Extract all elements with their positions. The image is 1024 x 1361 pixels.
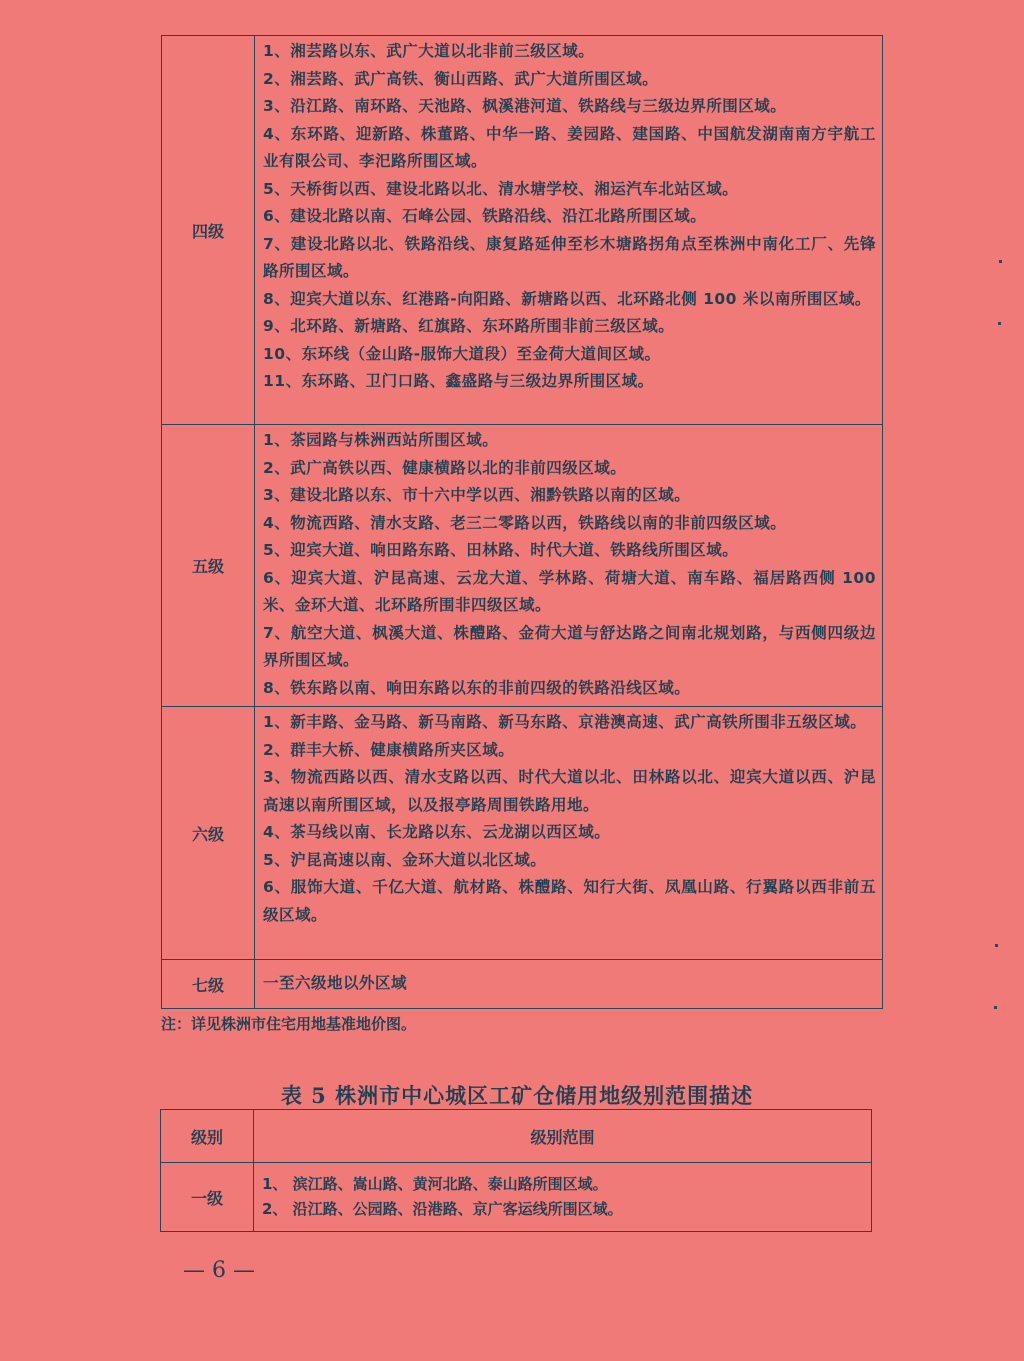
header-level: 级别 <box>161 1110 254 1163</box>
range-cell <box>255 425 883 707</box>
page-number: — 6 — <box>183 1258 255 1283</box>
range-line: 6、迎宾大道、沪昆高速、云龙大道、学林路、荷塘大道、南车路、福居路西侧 100 米、金环大道、北环路所围非四级区域。 <box>263 568 876 614</box>
table-row <box>161 1163 872 1232</box>
range-line: 3、建设北路以东、市十六中学以西、湘黔铁路以南的区域。 <box>263 486 691 504</box>
range-line: 一至六级地以外区域 <box>263 974 408 993</box>
range-line: 2、湘芸路、武广高铁、衡山西路、武广大道所围区域。 <box>263 69 659 88</box>
range-line: 3、物流西路以西、清水支路以西、时代大道以北、田林路以北、迎宾大道以西、沪昆高速以南所围区域，以及报亭路周围铁路用地。 <box>263 768 876 814</box>
header-range: 级别范围 <box>254 1110 872 1163</box>
range-line: 1、 滨江路、嵩山路、黄河北路、泰山路所围区域。 <box>262 1175 608 1193</box>
range-line: 4、物流西路、清水支路、老三二零路以西，铁路线以南的非前四级区域。 <box>263 513 787 532</box>
range-line: 10、东环线（金山路-服饰大道段）至金荷大道间区域。 <box>263 344 661 363</box>
range-line: 6、服饰大道、千亿大道、航材路、株醴路、知行大街、凤凰山路、行翼路以西非前五级区域。 <box>263 878 876 924</box>
range-line: 1、茶园路与株洲西站所围区域。 <box>263 431 499 449</box>
table5-title: 表 5 株洲市中心城区工矿仓储用地级别范围描述 <box>280 1083 754 1108</box>
range-line: 5、迎宾大道、响田路东路、田林路、时代大道、铁路线所围区域。 <box>263 541 739 559</box>
range-cell <box>255 960 883 1009</box>
range-line: 9、北环路、新塘路、红旗路、东环路所围非前三级区域。 <box>263 317 675 335</box>
level-cell: 七级 <box>162 960 255 1009</box>
range-line: 7、航空大道、枫溪大道、株醴路、金荷大道与舒达路之间南北规划路，与西侧四级边界所围区域。 <box>263 623 876 669</box>
table-row <box>162 425 883 707</box>
range-cell <box>255 36 883 425</box>
range-line: 2、群丰大桥、健康横路所夹区域。 <box>263 740 515 759</box>
table-header-row <box>161 1110 872 1163</box>
level-cell: 六级 <box>162 707 255 960</box>
level-cell: 四级 <box>162 36 255 425</box>
range-line: 6、建设北路以南、石峰公园、铁路沿线、沿江北路所围区域。 <box>263 207 707 225</box>
level-cell: 一级 <box>161 1163 254 1232</box>
range-cell <box>255 707 883 960</box>
range-cell <box>254 1163 872 1232</box>
scan-speck <box>994 1006 997 1009</box>
level-cell: 五级 <box>162 425 255 707</box>
range-line: 5、沪昆高速以南、金环大道以北区域。 <box>263 850 547 869</box>
range-line: 2、武广高铁以西、健康横路以北的非前四级区域。 <box>263 458 627 477</box>
scan-speck <box>995 944 998 947</box>
range-line: 7、建设北路以北、铁路沿线、康复路延伸至杉木塘路拐角点至株洲中南化工厂、先锋路所围区域。 <box>263 234 876 280</box>
table-row <box>162 36 883 425</box>
range-line: 1、新丰路、金马路、新马南路、新马东路、京港澳高速、武广高铁所围非五级区域。 <box>263 713 867 731</box>
range-line: 8、铁东路以南、响田东路以东的非前四级的铁路沿线区域。 <box>263 678 691 697</box>
range-line: 4、东环路、迎新路、株董路、中华一路、姜园路、建国路、中国航发湖南南方宇航工业有限公司、李汜路所围区域。 <box>263 124 876 170</box>
table-row <box>162 960 883 1009</box>
range-line: 4、茶马线以南、长龙路以东、云龙湖以西区域。 <box>263 823 611 841</box>
table-note: 注：详见株洲市住宅用地基准地价图。 <box>161 1015 417 1033</box>
industrial-land-level-table <box>160 1109 872 1232</box>
range-line: 5、天桥街以西、建设北路以北、清水塘学校、湘运汽车北站区域。 <box>263 179 739 198</box>
scan-speck <box>999 260 1002 263</box>
range-line: 3、沿江路、南环路、天池路、枫溪港河道、铁路线与三级边界所围区域。 <box>263 97 787 115</box>
table-row <box>162 707 883 960</box>
residential-land-level-table <box>161 35 883 1009</box>
scan-speck <box>998 322 1001 325</box>
range-line: 1、湘芸路以东、武广大道以北非前三级区域。 <box>263 42 595 60</box>
range-line: 8、迎宾大道以东、红港路-向阳路、新塘路以西、北环路北侧 100 米以南所围区域。 <box>263 289 871 308</box>
range-line: 11、东环路、卫门口路、鑫盛路与三级边界所围区域。 <box>263 372 654 390</box>
range-line: 2、 沿江路、公园路、沿港路、京广客运线所围区域。 <box>262 1200 623 1218</box>
